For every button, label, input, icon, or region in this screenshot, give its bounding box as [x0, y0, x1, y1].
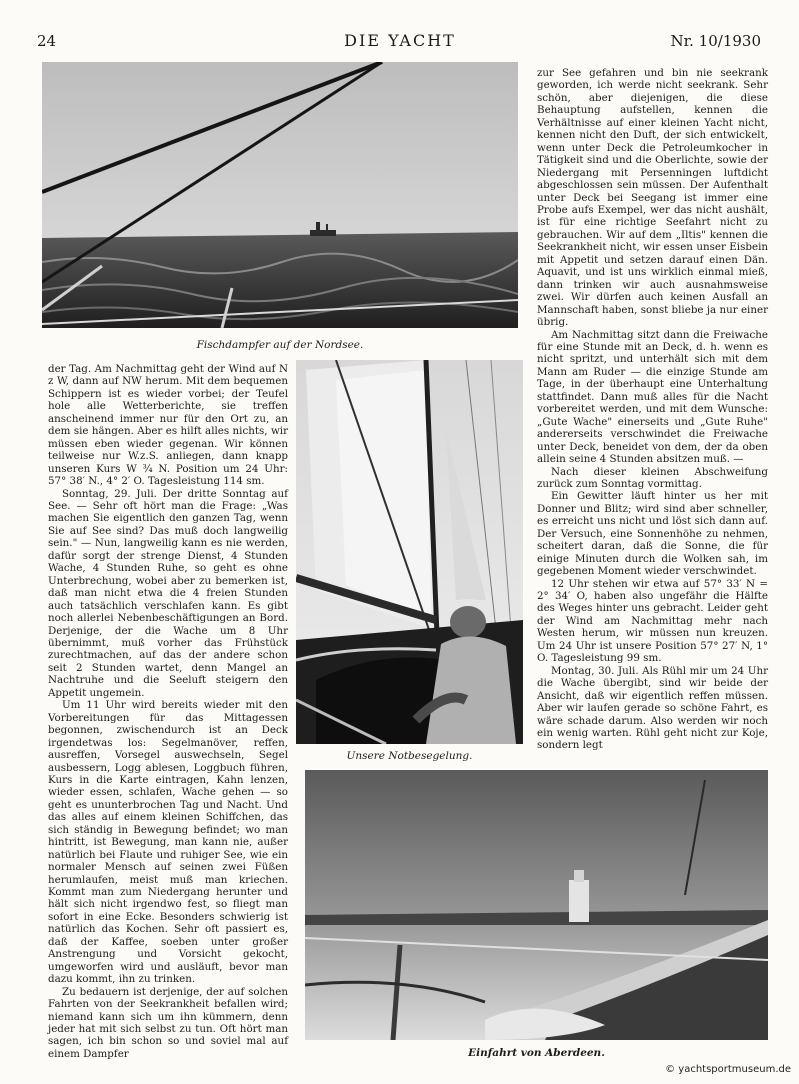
paragraph: der Tag. Am Nachmittag geht der Wind auf N z W, dann auf NW herum. Mit dem bequemen Schippern ist es wieder vorbei; der Teufel hole alle Wetterberichte, sie treffen anscheinend immer nur für den Ort zu, an dem sie hängen. Aber es hilft alles nichts, wir müssen eben wieder gegenan. Wir können teilweise nur W.z.S. anliegen, dann knapp unseren Kurs W ¾ N. Position um 24 Uhr: 57° 38′ N., 4° 2′ O. Tagesleistung 114 sm.	[48, 363, 288, 488]
paragraph: 12 Uhr stehen wir etwa auf 57° 33′ N = 2° 34′ O, haben also ungefähr die Hälfte des Weges hinter uns gebracht. Leider geht der Wind am Nachmittag mehr nach Westen herum, wir müssen nun kreuzen. Um 24 Uhr ist unsere Position 57° 27′ N, 1° O. Tagesleistung 99 sm.	[537, 577, 768, 665]
aberdeen-caption: Einfahrt von Aberdeen.	[468, 1047, 605, 1059]
paragraph: Montag, 30. Juli. Als Rühl mir um 24 Uhr die Wache übergibt, sind wir beide der Ansicht, daß wir eigentlich reffen müssen. Aber wir laufen gerade so schöne Fahrt, es wäre schade darum. Also werden wir noch ein wenig warten. Rühl geht nicht zur Koje, sondern legt	[537, 664, 768, 752]
watermark: © yachtsportmuseum.de	[665, 1064, 791, 1075]
paragraph: Zu bedauern ist derjenige, der auf solchen Fahrten von der Seekrankheit befallen wird; niemand kann sich um ihn kümmern, denn jeder hat mit sich selbst zu tun. Oft hört man sagen, ich bin schon so und soviel mal auf einem Dampfer	[48, 985, 288, 1060]
north-sea-caption: Fischdampfer auf der Nordsee.	[196, 339, 364, 351]
paragraph: Um 11 Uhr wird bereits wieder mit den Vorbereitungen für das Mittagessen begonnen, zwischendurch ist an Deck irgendetwas los: Segelmanöver, reffen, ausreffen, Vorsegel auswechseln, Segel ausbessern, Logg ablesen, Loggbuch führen, Kurs in die Karte eintragen, Kahn lenzen, wieder essen, schlafen, Wache gehen — so geht es ununterbrochen Tag und Nacht. Und das alles auf einem kleinen Schiffchen, das sich ständig in Bewegung befindet; wo man hintritt, ist Bewegung, man kann nie, außer natürlich bei Flaute und ruhiger See, wie ein normaler Mensch auf seinen zwei Füßen herumlaufen, meist muß man kriechen. Kommt man zum Niedergang herunter und hält sich nicht irgendwo fest, so fliegt man sofort in eine Ecke. Besonders schwierig ist natürlich das Kochen. Sehr oft passiert es, daß der Kaffee, soeben unter großer Anstrengung und Vorsicht gekocht, umgeworfen wird und ausläuft, bevor man dazu kommt, ihn zu trinken.	[48, 699, 288, 986]
aberdeen-photo	[305, 770, 768, 1040]
issue-number: Nr. 10/1930	[670, 32, 761, 50]
page-number: 24	[37, 32, 57, 50]
north-sea-photo	[42, 62, 518, 328]
right-column	[537, 67, 768, 752]
paragraph: Nach dieser kleinen Abschweifung zurück zum Sonntag vormittag.	[537, 465, 768, 490]
emergency-sail-photo	[296, 360, 523, 744]
journal-title: DIE YACHT	[344, 31, 456, 50]
emergency-sail-caption: Unsere Notbesegelung.	[346, 750, 473, 762]
left-column	[48, 363, 288, 1060]
paragraph: Sonntag, 29. Juli. Der dritte Sonntag auf See. — Sehr oft hört man die Frage: „Was machen Sie eigentlich den ganzen Tag, wenn Sie auf See sind? Das muß doch langweilig sein." — Nun, langweilig kann es nie werden, dafür sorgt der strenge Dienst, 4 Stunden Wache, 4 Stunden Ruhe, so geht es ohne Unterbrechung, wobei aber zu bemerken ist, daß man nicht etwa die 4 freien Stunden auch tatsächlich verschlafen kann. Es gibt noch allerlei Nebenbeschäftigungen an Bord. Derjenige, der die Wache um 8 Uhr übernimmt, muß vorher das Frühstück zurechtmachen, auf das der andere schon seit 2 Stunden wartet, denn Mangel an Nachtruhe und die Seeluft steigern den Appetit ungemein.	[48, 487, 288, 699]
paragraph: Ein Gewitter läuft hinter us her mit Donner und Blitz; wird sind aber schneller, es erreicht uns nicht und löst sich dann auf. Der Versuch, eine Sonnenhöhe zu nehmen, scheitert daran, daß die Sonne, die für einige Minuten durch die Wolken sah, im gegebenen Moment wieder verschwindet.	[537, 490, 768, 578]
paragraph: zur See gefahren und bin nie seekrank geworden, ich werde nicht seekrank. Sehr schön, aber diejenigen, die diese Behauptung aufstellen, kennen die Verhältnisse auf einer kleinen Yacht nicht, kennen nicht den Duft, der sich entwickelt, wenn unter Deck die Petroleumkocher in Tätigkeit sind und die Oberlichte, sowie der Niedergang mit Persenningen luftdicht abgeschlossen sein müssen. Der Aufenthalt unter Deck bei Seegang ist immer eine Probe aufs Exempel, wer das nicht aushält, ist für eine richtige Seefahrt nicht zu gebrauchen. Wir auf dem „Iltis" kennen die Seekrankheit nicht, wir essen unser Eisbein mit Appetit und setzen darauf einen Dän. Aquavit, und ist uns wirklich einmal mieß, dann trinken wir auch ausnahmsweise zwei. Wir dürfen auch keinen Ausfall an Mannschaft haben, sonst bliebe ja nur einer übrig.	[537, 67, 768, 329]
paragraph: Am Nachmittag sitzt dann die Freiwache für eine Stunde mit an Deck, d. h. wenn es nicht spritzt, und unterhält sich mit dem Mann am Ruder — die einzige Stunde am Tage, in der überhaupt eine Unterhaltung stattfindet. Dann muß alles für die Nacht vorbereitet werden, und mit dem Wunsche: „Gute Wache" einerseits und „Gute Ruhe" andererseits verschwindet die Freiwache unter Deck, beneidet von dem, der da oben allein seine 4 Stunden absitzen muß. —	[537, 328, 768, 466]
